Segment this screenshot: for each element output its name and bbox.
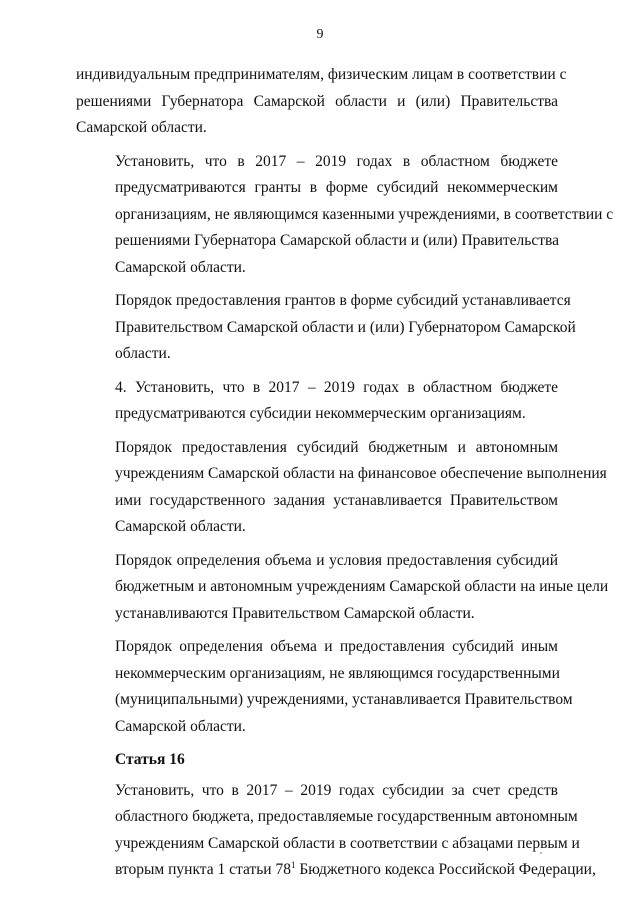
text-line: области. — [115, 345, 171, 362]
text-line: Самарской области. — [76, 119, 207, 136]
text-line: индивидуальным предпринимателям, физическим лицам в соответствии с — [76, 66, 567, 83]
text-line: Правительством Самарской области и (или) Губернатором Самарской — [115, 318, 576, 336]
paragraph — [76, 149, 614, 282]
document-body — [76, 62, 614, 891]
text-line: предусматриваются субсидии некоммерческим организациям. — [115, 405, 526, 422]
text-line: 4. Установить, что в 2017 – 2019 годах в областном бюджете — [115, 378, 558, 396]
text-line: Порядок определения объема и условия предоставления субсидий — [115, 551, 558, 569]
text-line: ими государственного задания устанавливается Правительством — [115, 491, 558, 509]
page-number: 9 — [316, 27, 324, 42]
text-line: (муниципальными) учреждениями, устанавливается Правительством — [115, 691, 573, 708]
text-line: бюджетным и автономным учреждениям Самарской области на иные цели — [115, 578, 609, 595]
text-line: Самарской области. — [115, 717, 246, 735]
text-line: Порядок предоставления грантов в форме субсидий устанавливается — [115, 292, 571, 309]
text-line: областного бюджета, предоставляемые государственным автономным — [115, 808, 578, 825]
paragraph — [76, 634, 573, 740]
text-line: Самарской области. — [115, 258, 246, 276]
paragraphs — [76, 62, 614, 740]
paragraph — [76, 288, 576, 368]
text-line: устанавливаются Правительством Самарской области. — [115, 604, 475, 622]
text-line: предусматриваются гранты в форме субсидий некоммерческим — [115, 179, 558, 196]
paragraph — [76, 62, 567, 142]
text-line: учреждениям Самарской области в соответствии с абзацами первым и — [115, 834, 580, 852]
text-line: некоммерческим организациям, не являющимся государственными — [115, 664, 560, 682]
text-line: Установить, что в 2017 – 2019 годах субсидии за счет средств — [115, 781, 558, 799]
text-line: организациям, не являющимся казенными учреждениями, в соответствии с — [115, 205, 614, 223]
paragraph — [76, 435, 607, 541]
text-fragment: вторым пункта 1 статьи 78 — [115, 861, 291, 878]
article-heading: Статья 16 — [115, 751, 185, 768]
superscript-footnote: 1 — [290, 859, 296, 870]
paragraph — [76, 548, 609, 628]
text-line: учреждениям Самарской области на финансовое обеспечение выполнения — [115, 465, 607, 482]
text-fragment: Бюджетного кодекса Российской Федерации, — [295, 861, 596, 878]
text-line: Порядок определения объема и предоставления субсидий иным — [115, 638, 558, 655]
article-paragraph — [76, 778, 596, 884]
text-line-last — [76, 857, 596, 884]
text-line: Самарской области. — [115, 518, 246, 535]
text-line: решениями Губернатора Самарской области и (или) Правительства — [76, 92, 558, 110]
text-line: Порядок предоставления субсидий бюджетным и автономным — [115, 438, 558, 456]
text-line: решениями Губернатора Самарской области и (или) Правительства — [115, 232, 559, 249]
text-line: Установить, что в 2017 – 2019 годах в областном бюджете — [115, 152, 558, 170]
scan-speck — [540, 852, 542, 854]
paragraph — [76, 375, 558, 428]
